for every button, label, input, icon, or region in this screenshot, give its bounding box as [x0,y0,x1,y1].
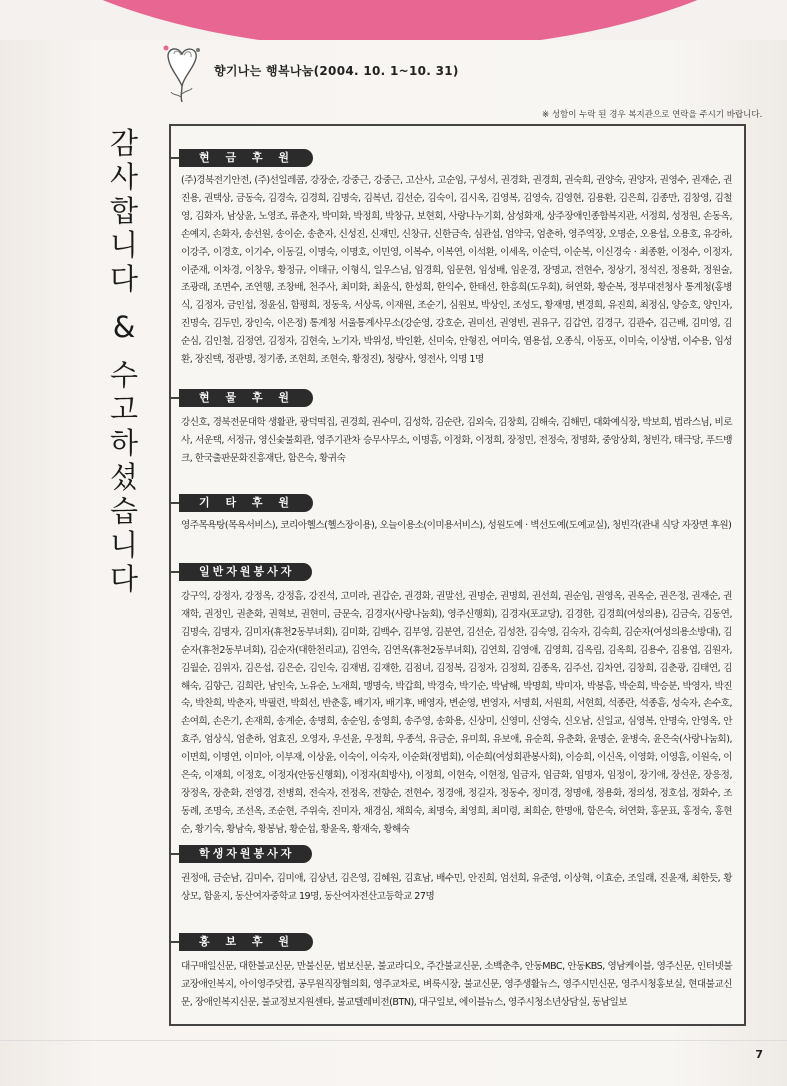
vertical-title-char: 감 [109,126,138,160]
vertical-title-char: 니 [109,228,138,262]
vertical-title-char: 수 [109,358,138,392]
heart-flower-logo-icon [160,42,206,104]
section-text: 권정애, 금순남, 김미수, 김미애, 김상년, 김은영, 김혜원, 김효남, 배수민, 안진희, 엄선희, 유준영, 이상혁, 이효순, 조일래, 진윤재, 최한듯, 황상모, 함윤지, 동산여자중학교 19명, 동산여자전산고등학교 27명 [181,873,732,902]
section-header [171,148,313,168]
section-connector [169,157,179,159]
missing-name-notice: ※ 성함이 누락 된 경우 복지관으로 연락을 주시기 바랍니다. [542,110,763,120]
section-connector [169,502,179,504]
section-text: 강신호, 경북전문대학 생활관, 광덕떡집, 권경희, 권수미, 김성학, 김순란, 김외숙, 김창희, 김해숙, 김해민, 대화예식장, 박보희, 법라스님, 비로사, 서운택, 서정규, 영신숯불회관, 영주기관차 승무사무소, 이명흠, 이정화, 이정희, 장정민, 전정숙, 정명화, 중앙상회, 청빈각, 태극당, 푸드뱅크, 한국출판문화진흥재단, 함은숙, 황귀숙 [181,417,732,464]
section-text: (주)경북전기안전, (주)선일레콤, 강장순, 강중근, 강중근, 고산사, 고순임, 구성서, 권경화, 권경희, 권숙희, 권양숙, 권양자, 권영수, 권재순, 권진용, 권택상, 금동숙, 김경숙, 김경희, 김명숙, 김복년, 김선순, 김숙이, 김시옥, 김영복, 김영숙, 김영현, 김용환, 김은희, 김종만, 김창영, 김철영, 김화자, 남상윤, 노영조, 류춘자, 박미화, 박정희, 박창규, 보현회, 사랑나누기회, 삼성화재, 상주장애인종합복지관, 서정희, 성정원, 손동옥, 손예지, 손화자, 송선원, 송이순, 송춘자, 신성진, 신재민, 신창규, 신한금속, 심관섭, 엄약국, 엄춘하, 영주역장, 오명순, 오용섭, 오용호, 유강하, 이강주, 이경호, 이기수, 이동길, 이명숙, 이명호, 이민영, 이복수, 이복연, 이석환, 이세옥, 이순덕, 이순복, 이신경숙 · 최종환, 이정수, 이정자, 이준재, 이차경, 이창우, 황정규, 이태규, 이형식, 일우스님, 임경희, 임문현, 임성배, 임운경, 장명교, 전현수, 정상기, 정석진, 정용화, 정원술, 조광래, 조면수, 조연행, 조창배, 천주사, 최미화, 최윤식, 한성희, 한익수, 한태선, 한흥희(도우회), 허연화, 황순복, 정부대전청사 통계청(홍병식, 김정자, 금인섭, 정윤심, 함평희, 정동욱, 서상록, 이재원, 조순기, 심원보, 박상인, 조성도, 황재명, 변경희, 유진희, 최정심, 양승호, 양인자, 진명숙, 김두민, 장인숙, 이은정) 통계청 서울통계사무소(강순영, 강호순, 권미선, 권영빈, 권유구, 김갑연, 김경구, 김관수, 김근배, 김미영, 김순심, 김인철, 김정연, 김정자, 김현숙, 노기자, 박위성, 박인환, 신미숙, 안형진, 여미숙, 염용섭, 오종식, 이동포, 이미숙, 이상범, 이수용, 임성환, 장진택, 정관명, 정기종, 조현희, 조현숙, 황정진), 청량사, 영전사, 익명 1명 [181,175,732,366]
section-title: 홍 보 후 원 [179,933,313,951]
section-title: 일반자원봉사자 [179,563,312,581]
section-header [171,562,312,582]
vertical-title-char: 사 [109,160,138,194]
header-title: 향기나는 행복나눔(2004. 10. 1~10. 31) [214,64,459,78]
section-text: 대구매일신문, 대한불교신문, 만불신문, 법보신문, 불교라디오, 주간불교신문, 소백춘추, 안동MBC, 안동KBS, 영남케이블, 영주신문, 인터넷불교장애인복지, 아이영주닷컴, 공무원직장협의회, 영주교차로, 벼룩시장, 불교신문, 영주생활뉴스, 영주시민신문, 영주시청홍보실, 현대불교신문, 장애인복지신문, 불교정보지원센타, 불교텔레비전(BTN), 대구일보, 에이블뉴스, 영주시청소년상담실, 동남일보 [181,961,732,1008]
page-edge-line [0,1040,787,1041]
section-connector [169,941,179,943]
vertical-title-char: 하 [109,426,138,460]
section-title: 현 물 후 원 [179,389,313,407]
vertical-title [104,126,144,596]
section-connector [169,397,179,399]
section-header [171,493,313,513]
vertical-title-char: & [112,310,136,344]
vertical-title-char: 습 [109,494,138,528]
section-title: 기 타 후 원 [179,494,313,512]
section-header [171,844,312,864]
page-number: 7 [755,1048,763,1061]
vertical-title-char: 다 [109,262,138,296]
section-header [171,388,313,408]
section-text: 강구익, 강정자, 강정옥, 강정흠, 강진석, 고미라, 권갑순, 권경화, 권말선, 권명순, 권명희, 권선희, 권순임, 권영옥, 권옥순, 권은정, 권재순, 권재학, 권정인, 권춘화, 권혁보, 권현미, 금문숙, 김경자(사랑나눔회), 영주신행회), 김경자(포교당), 김경한, 김경희(여성의용), 김금숙, 김동연, 김명숙, 김명자, 김미자(휴천2동부녀회), 김미화, 김백수, 김부영, 김분연, 김선순, 김성찬, 김숙영, 김숙자, 김숙희, 김순자(여성의용소방대), 김순자(휴천2동부녀회), 김순자(대한천리교), 김연숙, 김연옥(휴천2동부녀회), 김연희, 김영애, 김영희, 김옥림, 김옥희, 김용수, 김용엽, 김원자, 김월순, 김위자, 김은섭, 김은순, 김인숙, 김재범, 김재한, 김점녀, 김정복, 김정자, 김정희, 김종옥, 김주선, 김차연, 김창희, 김춘광, 김태연, 김해숙, 김향근, 김희란, 남인숙, 노유순, 노재희, 맹명숙, 박갑희, 박경숙, 박기순, 박남해, 박명희, 박미자, 박봉흠, 박순희, 박승분, 박영자, 박진숙, 박찬희, 박춘자, 박필련, 박희선, 반춘홍, 배기자, 배기후, 배영자, 변순영, 변영자, 서명희, 서원희, 서현희, 석종란, 석종흠, 성숙자, 손수호, 손여희, 손은기, 손재희, 송계순, 송명희, 송순임, 송영희, 송주영, 송화용, 신상미, 신영미, 신영숙, 신오남, 신일교, 심영복, 안명숙, 안영옥, 안효주, 엄상식, 엄춘하, 엄효진, 오영자, 우선윤, 우정희, 우종석, 유금순, 유미희, 유보애, 유순희, 유춘화, 윤명순, 윤병숙, 윤은숙(사랑나눔회), 이면희, 이명연, 이미아, 이부재, 이상윤, 이숙이, 이숙자, 이순화(정법회), 이순희(여성회관봉사회), 이승희, 이신옥, 이영화, 이영흠, 이원숙, 이은숙, 이재희, 이정호, 이정자(안동신행회), 이정자(희방사), 이정희, 이현숙, 이현정, 임금자, 임금화, 임명자, 임정이, 장기애, 장선운, 장응정, 장정옥, 장춘화, 전영경, 전병희, 전숙자, 전정옥, 전향순, 전현수, 정경애, 정길자, 정동수, 정미경, 정명애, 정용화, 정의성, 정호섭, 정화수, 조동례, 조명숙, 조선옥, 조순현, 주위숙, 진미자, 채경심, 채희숙, 최명숙, 최영희, 최미령, 최희순, 한명애, 함은숙, 허연화, 홍문표, 홍정숙, 홍현순, 황기숙, 황남숙, 황봉남, 황순섭, 황윤옥, 황재숙, 황해숙 [181,591,732,835]
vertical-title-char: 셨 [109,460,138,494]
section-title: 학생자원봉사자 [179,845,312,863]
vertical-title-char: 다 [109,562,138,596]
section-text: 영주목욕탕(목욕서비스), 코리아헬스(헬스장이용), 오늘이용소(이미용서비스), 성원도예 · 벽선도예(도예교실), 청빈각(관내 식당 자장면 후원) [181,520,732,531]
donor-list-frame [169,124,746,1026]
section-connector [169,571,179,573]
section-title: 현 금 후 원 [179,149,313,167]
section-connector [169,853,179,855]
vertical-title-char: 고 [109,392,138,426]
vertical-title-char: 합 [109,194,138,228]
vertical-title-char: 니 [109,528,138,562]
section-header [171,932,313,952]
